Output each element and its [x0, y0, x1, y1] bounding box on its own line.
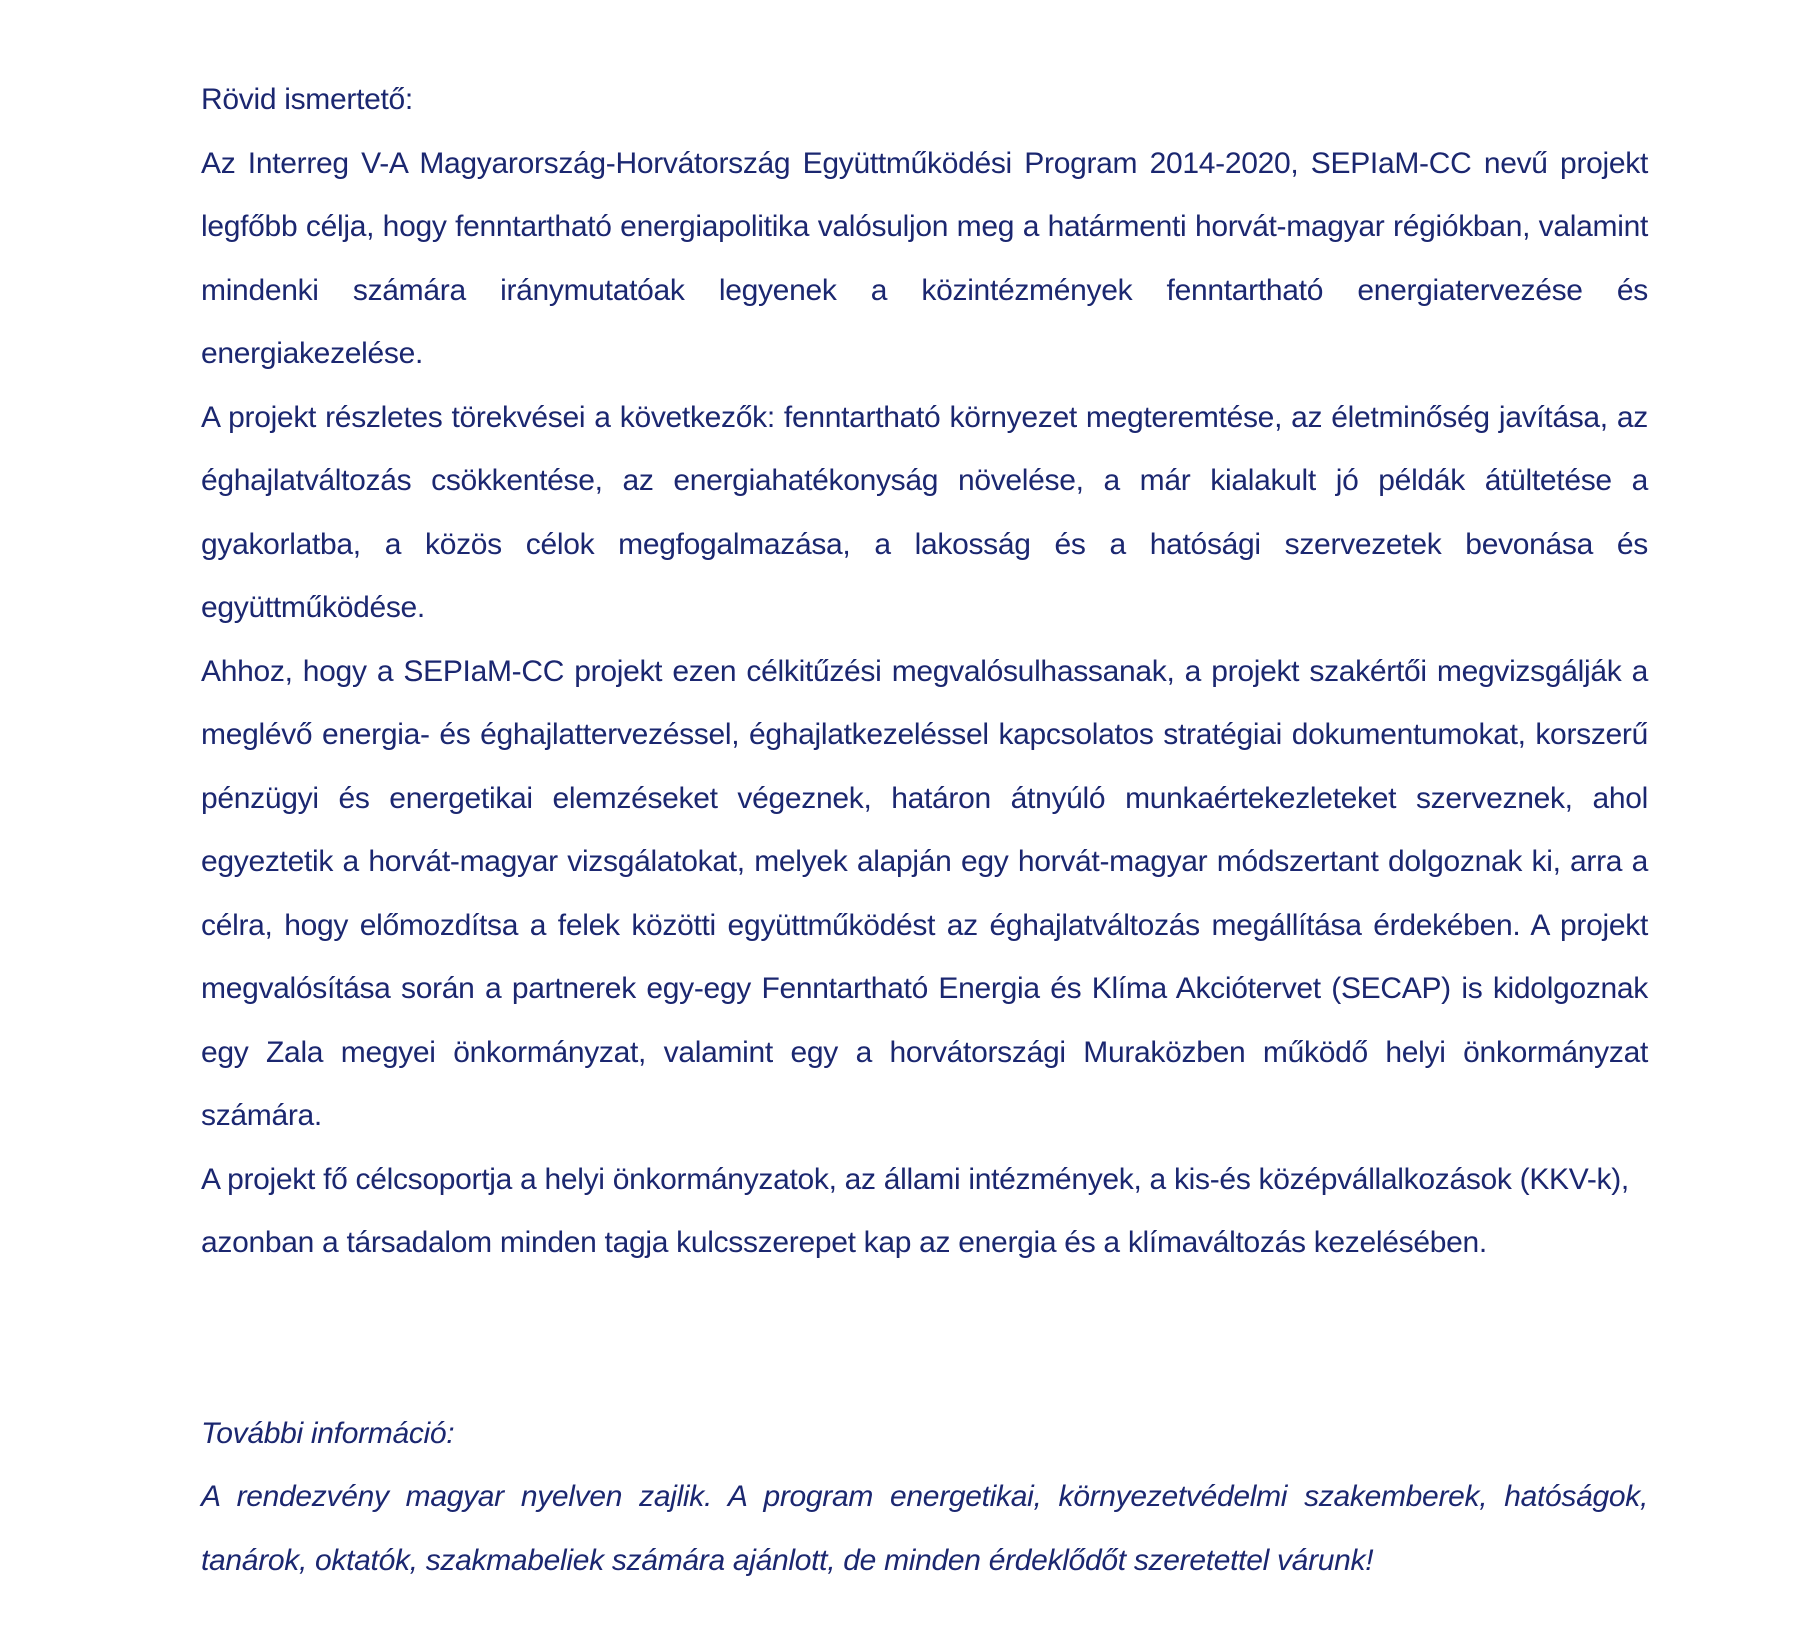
more-info-heading: További információ:	[201, 1416, 455, 1450]
summary-paragraph-1: Az Interreg V-A Magyarország-Horvátország Együttműködési Program 2014-2020, SEPIaM-CC nevű projekt legfőbb célja, hogy fenntartható energiapolitika valósuljon meg a határmenti horvát-magyar régiókban, valamint mindenki számára iránymutatóak legyenek a közintézmények fenntartható energiatervezése és energiakezelése.	[201, 146, 1648, 370]
summary-paragraph-3: Ahhoz, hogy a SEPIaM-CC projekt ezen célkitűzési megvalósulhassanak, a projekt szakértői megvizsgálják a meglévő energia- és éghajlattervezéssel, éghajlatkezeléssel kapcsolatos stratégiai dokumentumokat, korszerű pénzügyi és energetikai elemzéseket végeznek, határon átnyúló munkaértekezleteket szerveznek, ahol egyeztetik a horvát-magyar vizsgálatokat, melyek alapján egy horvát-magyar módszertant dolgoznak ki, arra a célra, hogy előmozdítsa a felek közötti együttműködést az éghajlatváltozás megállítása érdekében. A projekt megvalósítása során a partnerek egy-egy Fenntartható Energia és Klíma Akciótervet (SECAP) is kidolgoznak egy Zala megyei önkormányzat, valamint egy a horvátországi Muraközben működő helyi önkormányzat számára.	[201, 654, 1648, 1132]
more-info-text: A rendezvény magyar nyelven zajlik. A program energetikai, környezetvédelmi szakemberek, hatóságok, tanárok, oktatók, szakmabeliek számára ajánlott, de minden érdeklődőt szeretettel várunk!	[201, 1480, 1648, 1577]
summary-paragraph-2: A projekt részletes törekvései a következők: fenntartható környezet megteremtése, az életminőség javítása, az éghajlatváltozás csökkentése, az energiahatékonyság növelése, a már kialakult jó példák átültetése a gyakorlatba, a közös célok megfogalmazása, a lakosság és a hatósági szervezetek bevonása és együttműködése.	[201, 400, 1648, 624]
summary-paragraph-4: A projekt fő célcsoportja a helyi önkormányzatok, az állami intézmények, a kis-és középvállalkozások (KKV-k), azonban a társadalom minden tagja kulcsszerepet kap az energia és a klímaváltozás kezelésében.	[201, 1162, 1629, 1259]
summary-heading: Rövid ismertető:	[201, 83, 413, 116]
document-body	[201, 68, 1648, 1592]
section-spacer	[201, 1275, 1648, 1402]
